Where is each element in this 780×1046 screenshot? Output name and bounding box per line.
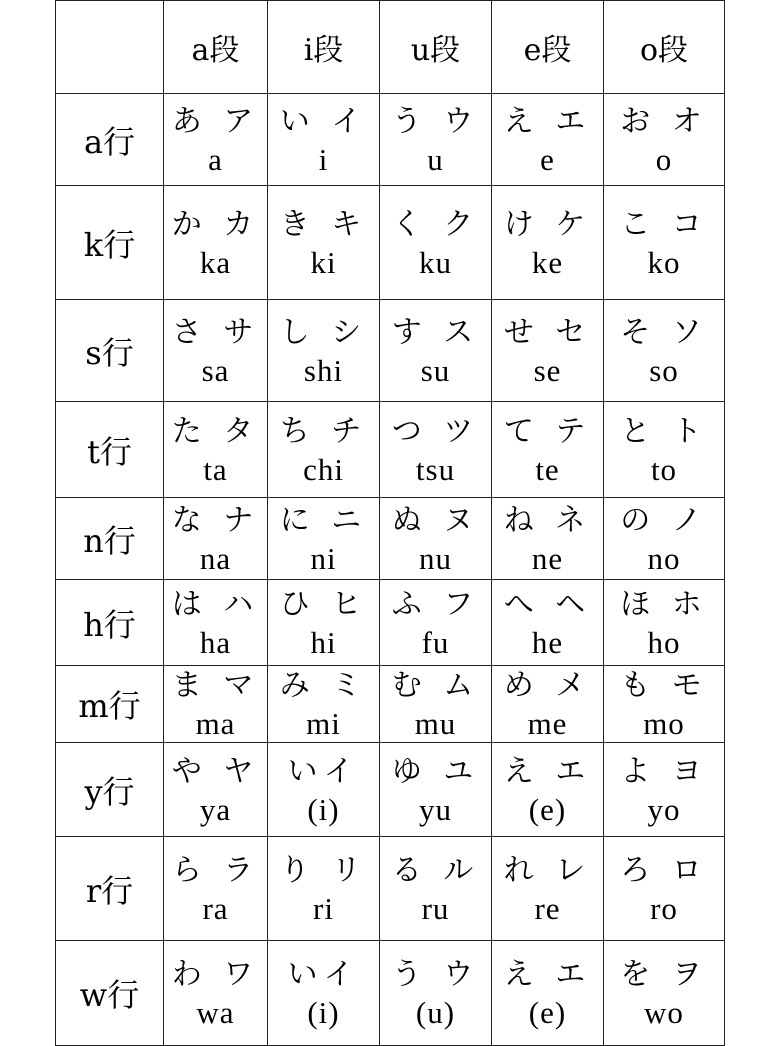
kana-cell (492, 498, 604, 580)
romaji: fu (421, 624, 450, 660)
romaji: chi (303, 451, 344, 487)
row-header: y行 (56, 743, 164, 837)
column-header: o段 (604, 1, 725, 94)
kana-cell (380, 402, 492, 498)
kana-pair: え エ (503, 957, 592, 992)
kana-pair: ぬ ヌ (391, 502, 480, 538)
romaji: sa (201, 352, 230, 388)
table-row (56, 402, 725, 498)
kana-cell (604, 666, 725, 743)
romaji: u (427, 141, 444, 177)
kana-pair: ゆ ユ (391, 753, 480, 789)
row-header: t行 (56, 402, 164, 498)
romaji: nu (419, 540, 452, 576)
kana-pair: を ヲ (620, 957, 708, 992)
kana-cell (268, 300, 380, 402)
kana-cell (492, 402, 604, 498)
romaji: wo (644, 995, 684, 1030)
romaji: to (650, 451, 678, 487)
row-header: r行 (56, 837, 164, 941)
kana-pair: め メ (503, 668, 592, 703)
kana-pair: え エ (503, 103, 592, 139)
kana-cell (492, 666, 604, 743)
kana-cell (492, 837, 604, 941)
kana-pair: れ レ (503, 852, 592, 888)
kana-cell (164, 666, 268, 743)
kana-cell (604, 94, 725, 186)
kana-chart (55, 0, 724, 1038)
kana-pair: け ケ (503, 206, 592, 242)
table-row (56, 743, 725, 837)
kana-cell (604, 300, 725, 402)
romaji: a (208, 141, 223, 177)
romaji: te (535, 451, 560, 487)
romaji: ma (195, 706, 236, 741)
kana-pair: と ト (620, 413, 708, 449)
kana-cell (164, 837, 268, 941)
kana-pair: こ コ (620, 206, 708, 242)
row-header: a行 (56, 94, 164, 186)
kana-pair: へ ヘ (503, 586, 592, 622)
romaji: (i) (307, 995, 340, 1030)
kana-cell (380, 94, 492, 186)
kana-cell (164, 941, 268, 1046)
romaji: ri (313, 890, 334, 926)
kana-pair: ち チ (279, 413, 368, 449)
kana-cell (164, 186, 268, 300)
romaji: ni (310, 540, 337, 576)
kana-cell (492, 186, 604, 300)
romaji: so (649, 352, 679, 388)
romaji: no (647, 540, 681, 576)
romaji: tsu (415, 451, 456, 487)
kana-pair: よ ヨ (620, 753, 708, 789)
kana-pair: う ウ (391, 103, 480, 139)
kana-cell (380, 300, 492, 402)
kana-pair: ふ フ (391, 586, 480, 622)
romaji: ho (647, 624, 681, 660)
kana-cell (604, 941, 725, 1046)
table-body (56, 94, 725, 1046)
romaji: (u) (415, 995, 456, 1030)
column-header: i段 (268, 1, 380, 94)
romaji: e (540, 141, 555, 177)
romaji: mo (643, 706, 685, 741)
row-header: h行 (56, 580, 164, 666)
kana-cell (268, 94, 380, 186)
table-row (56, 186, 725, 300)
kana-pair: き キ (279, 206, 368, 242)
kana-pair: し シ (279, 314, 368, 350)
romaji: yo (647, 791, 681, 827)
kana-pair: い イ (279, 103, 368, 139)
kana-pair: み ミ (279, 668, 368, 703)
kana-pair: く ク (391, 206, 480, 242)
romaji: ko (647, 244, 681, 280)
table-row (56, 941, 725, 1046)
kana-pair: あ ア (171, 103, 260, 139)
kana-cell (380, 186, 492, 300)
kana-cell (268, 186, 380, 300)
kana-pair: る ル (391, 852, 480, 888)
row-header: w行 (56, 941, 164, 1046)
kana-cell (268, 743, 380, 837)
kana-cell (492, 300, 604, 402)
column-header: u段 (380, 1, 492, 94)
column-header: e段 (492, 1, 604, 94)
romaji: ka (199, 244, 232, 280)
kana-pair: いイ (287, 957, 360, 992)
table-row (56, 837, 725, 941)
kana-pair: さ サ (171, 314, 260, 350)
kana-pair: ろ ロ (620, 852, 708, 888)
kana-cell (380, 498, 492, 580)
kana-cell (492, 743, 604, 837)
row-header: n行 (56, 498, 164, 580)
kana-pair: ま マ (171, 668, 260, 703)
romaji: ne (531, 540, 564, 576)
romaji: me (527, 706, 568, 741)
romaji: re (534, 890, 561, 926)
kana-pair: て テ (503, 413, 592, 449)
romaji: se (533, 352, 562, 388)
kana-cell (268, 498, 380, 580)
kana-pair: え エ (503, 753, 592, 789)
romaji: ki (310, 244, 337, 280)
romaji: ro (650, 890, 678, 926)
kana-pair: そ ソ (620, 314, 708, 350)
romaji: shi (303, 352, 344, 388)
kana-pair: せ セ (503, 314, 592, 350)
kana-pair: に ニ (279, 502, 368, 538)
romaji: wa (196, 995, 235, 1030)
kana-cell (268, 580, 380, 666)
romaji: he (531, 624, 564, 660)
romaji: i (318, 141, 329, 177)
romaji: ke (531, 244, 564, 280)
kana-pair: も モ (620, 668, 708, 703)
kana-cell (492, 580, 604, 666)
romaji: yu (419, 791, 452, 827)
kana-cell (492, 94, 604, 186)
kana-pair: お オ (620, 103, 708, 139)
romaji: (e) (528, 995, 567, 1030)
romaji: mi (306, 706, 341, 741)
table-row (56, 300, 725, 402)
kana-pair: り リ (279, 852, 368, 888)
kana-cell (604, 580, 725, 666)
kana-pair: は ハ (171, 586, 260, 622)
kana-pair: ね ネ (503, 502, 592, 538)
kana-pair: た タ (171, 413, 260, 449)
kana-cell (604, 402, 725, 498)
kana-cell (604, 498, 725, 580)
kana-pair: か カ (171, 206, 260, 242)
table-row (56, 498, 725, 580)
row-header: k行 (56, 186, 164, 300)
romaji: ru (421, 890, 450, 926)
kana-pair: む ム (391, 668, 480, 703)
kana-cell (164, 300, 268, 402)
kana-cell (380, 941, 492, 1046)
romaji: ra (202, 890, 229, 926)
kana-cell (492, 941, 604, 1046)
header-row (56, 1, 725, 94)
kana-cell (380, 837, 492, 941)
kana-cell (268, 402, 380, 498)
kana-cell (164, 94, 268, 186)
romaji: su (420, 352, 451, 388)
kana-pair: の ノ (620, 502, 708, 538)
kana-pair: ら ラ (171, 852, 260, 888)
romaji: (i) (307, 791, 340, 827)
column-header: a段 (164, 1, 268, 94)
kana-cell (380, 666, 492, 743)
romaji: ta (203, 451, 228, 487)
kana-cell (268, 941, 380, 1046)
kana-pair: な ナ (171, 502, 260, 538)
kana-pair: つ ツ (391, 413, 480, 449)
romaji: ya (199, 791, 232, 827)
kana-cell (380, 580, 492, 666)
kana-table (55, 0, 725, 1046)
row-header: s行 (56, 300, 164, 402)
kana-pair: わ ワ (171, 957, 260, 992)
kana-cell (164, 580, 268, 666)
kana-cell (604, 186, 725, 300)
corner-cell (56, 1, 164, 94)
kana-cell (268, 837, 380, 941)
kana-pair: や ヤ (171, 753, 260, 789)
kana-pair: ひ ヒ (279, 586, 368, 622)
kana-pair: す ス (391, 314, 480, 350)
kana-pair: いイ (287, 753, 360, 789)
romaji: ha (199, 624, 232, 660)
romaji: hi (310, 624, 337, 660)
kana-cell (164, 402, 268, 498)
romaji: mu (414, 706, 457, 741)
table-row (56, 94, 725, 186)
kana-pair: ほ ホ (620, 586, 708, 622)
romaji: o (655, 141, 673, 177)
row-header: m行 (56, 666, 164, 743)
romaji: (e) (528, 791, 567, 827)
kana-cell (164, 743, 268, 837)
kana-cell (380, 743, 492, 837)
kana-cell (604, 743, 725, 837)
romaji: ku (419, 244, 452, 280)
table-row (56, 580, 725, 666)
kana-cell (604, 837, 725, 941)
table-row (56, 666, 725, 743)
kana-pair: う ウ (391, 957, 480, 992)
kana-cell (268, 666, 380, 743)
kana-cell (164, 498, 268, 580)
romaji: na (199, 540, 232, 576)
